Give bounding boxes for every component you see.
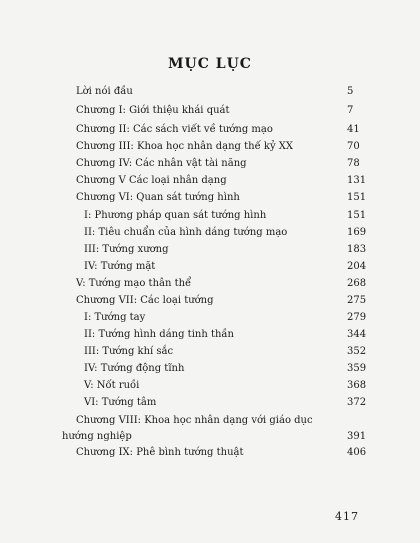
toc-page-number: 131 bbox=[347, 175, 367, 186]
toc-entry-7-5: V: Nốt ruồi bbox=[84, 380, 140, 391]
toc-page-number: 275 bbox=[347, 295, 367, 306]
toc-page-number: 169 bbox=[347, 227, 367, 238]
toc-entry-6-4: IV: Tướng mặt bbox=[84, 261, 156, 272]
toc-page-number: 268 bbox=[347, 278, 367, 289]
toc-page-number: 406 bbox=[347, 447, 367, 458]
toc-page-number: 151 bbox=[347, 210, 367, 221]
toc-page-number: 391 bbox=[347, 431, 367, 442]
toc-entry-6-3: III: Tướng xương bbox=[84, 244, 169, 255]
toc-entry-6-2: II: Tiêu chuẩn của hình dáng tướng mạo bbox=[84, 227, 288, 238]
toc-page-number: 344 bbox=[347, 329, 367, 340]
toc-entry-loi-noi-dau: Lời nói đầu bbox=[76, 86, 133, 97]
toc-page-number: 7 bbox=[347, 105, 354, 116]
toc-page-number: 41 bbox=[347, 124, 360, 135]
toc-entry-chuong-3: Chương III: Khoa học nhân dạng thế kỷ XX bbox=[76, 141, 294, 152]
toc-entry-chuong-7: Chương VII: Các loại tướng bbox=[76, 295, 214, 306]
toc-page-number: 352 bbox=[347, 346, 367, 357]
toc-entry-chuong-2: Chương II: Các sách viết về tướng mạo bbox=[76, 124, 273, 135]
toc-entry-7-1: I: Tướng tay bbox=[84, 312, 146, 323]
toc-page-number: 359 bbox=[347, 363, 367, 374]
toc-entry-7-3: III: Tướng khí sắc bbox=[84, 346, 174, 357]
toc-page-number: 5 bbox=[347, 86, 354, 97]
toc-page-number: 279 bbox=[347, 312, 367, 323]
toc-entry-7-2: II: Tướng hình dáng tinh thần bbox=[84, 329, 234, 340]
toc-entry-chuong-8-cont: hướng nghiệp bbox=[62, 431, 132, 442]
toc-entry-chuong-4: Chương IV: Các nhân vật tài năng bbox=[76, 158, 247, 169]
toc-page-number: 78 bbox=[347, 158, 360, 169]
toc-entry-7-4: IV: Tướng động tĩnh bbox=[84, 363, 185, 374]
toc-entry-chuong-1: Chương I: Giới thiệu khái quát bbox=[76, 105, 230, 116]
toc-entry-7-6: VI: Tướng tâm bbox=[84, 397, 157, 408]
toc-entry-chuong-8: Chương VIII: Khoa học nhân dạng với giáo dục bbox=[76, 415, 313, 426]
toc-entry-6-1: I: Phương pháp quan sát tướng hình bbox=[84, 210, 267, 221]
page-title: MỤC LỤC bbox=[168, 56, 252, 72]
toc-page-number: 372 bbox=[347, 397, 367, 408]
toc-page-number: 204 bbox=[347, 261, 367, 272]
toc-page-number: 151 bbox=[347, 192, 367, 203]
toc-page-number: 368 bbox=[347, 380, 367, 391]
toc-entry-chuong-6: Chương VI: Quan sát tướng hình bbox=[76, 192, 240, 203]
toc-entry-chuong-5: Chương V Các loại nhân dạng bbox=[76, 175, 227, 186]
page-folio-number: 417 bbox=[335, 510, 359, 523]
toc-page-number: 70 bbox=[347, 141, 360, 152]
toc-page-number: 183 bbox=[347, 244, 367, 255]
toc-entry-6-5: V: Tướng mạo thân thể bbox=[76, 278, 192, 289]
toc-entry-chuong-9: Chương IX: Phê bình tướng thuật bbox=[76, 447, 244, 458]
